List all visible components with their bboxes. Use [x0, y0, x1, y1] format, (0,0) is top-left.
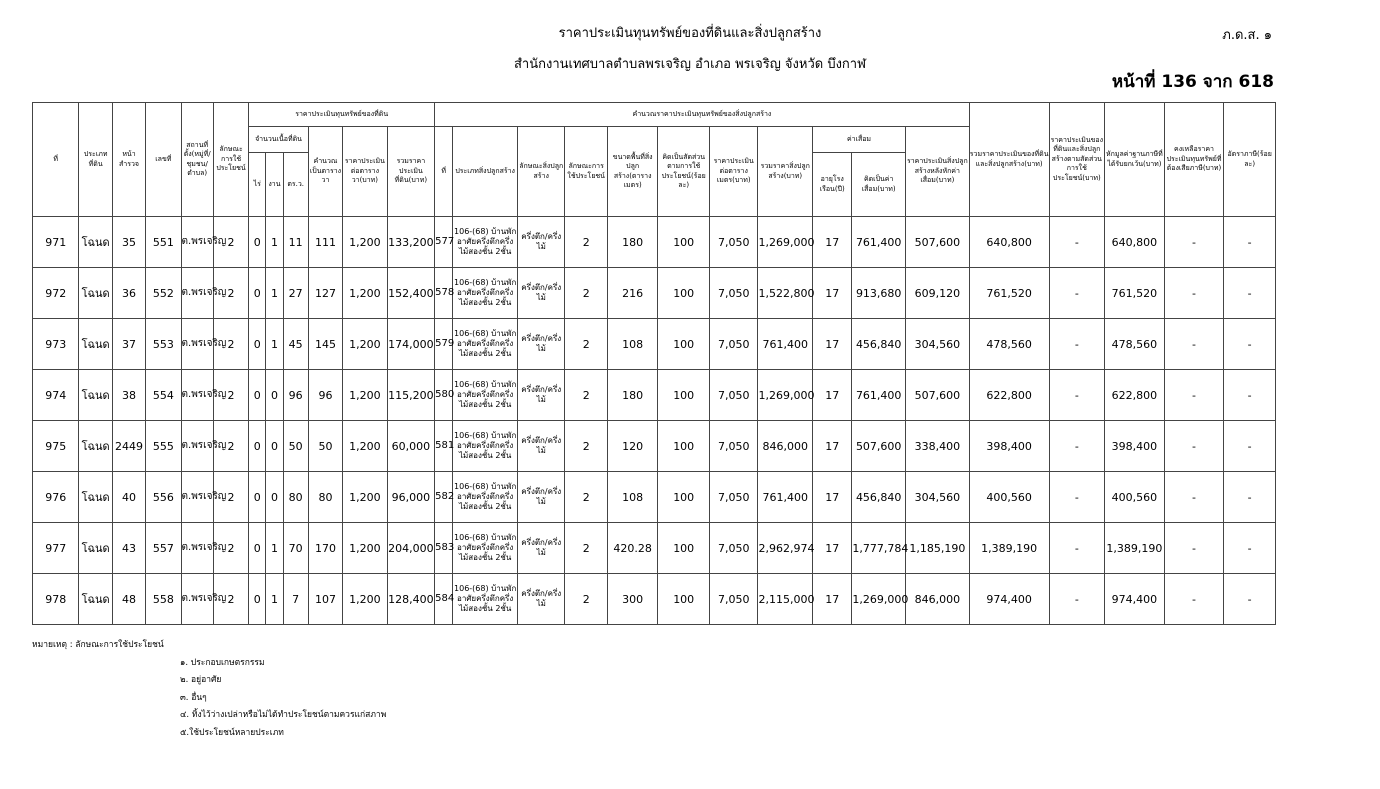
cell-tax-base: -	[1164, 370, 1224, 421]
cell-b-no: 577	[435, 217, 453, 268]
cell-b-area: 216	[607, 268, 658, 319]
cell-b-no: 580	[435, 370, 453, 421]
cell-doc-no: 557	[146, 523, 181, 574]
cell-tax-base: -	[1164, 319, 1224, 370]
cell-b-price-sqm: 7,050	[709, 319, 758, 370]
col-doc-no: เลขที่	[146, 103, 181, 217]
cell-sq-wa: 170	[308, 523, 342, 574]
cell-location: ต.พรเจริญ	[181, 421, 213, 472]
cell-doc-no: 556	[146, 472, 181, 523]
cell-rai: 0	[249, 319, 266, 370]
cell-no: 978	[33, 574, 79, 625]
cell-b-area: 180	[607, 217, 658, 268]
cell-b-no: 583	[435, 523, 453, 574]
cell-ngan: 1	[266, 574, 283, 625]
cell-b-area: 108	[607, 472, 658, 523]
cell-dep-value: 456,840	[852, 319, 906, 370]
cell-grand-total: 478,560	[969, 319, 1049, 370]
cell-price-per-wa: 1,200	[343, 319, 387, 370]
cell-deduction: 398,400	[1105, 421, 1165, 472]
cell-survey-page: 43	[112, 523, 145, 574]
cell-land-total: 128,400	[387, 574, 435, 625]
cell-survey-page: 35	[112, 217, 145, 268]
cell-no: 977	[33, 523, 79, 574]
col-land-total: รวมราคาประเมินที่ดิน(บาท)	[387, 127, 435, 217]
cell-doc-no: 552	[146, 268, 181, 319]
cell-dep-age: 17	[813, 268, 852, 319]
cell-b-net: 507,600	[905, 217, 969, 268]
col-b-style: ลักษณะสิ่งปลูกสร้าง	[517, 127, 564, 217]
cell-grand-total: 400,560	[969, 472, 1049, 523]
cell-land-type: โฉนด	[79, 523, 112, 574]
cell-wa: 96	[283, 370, 308, 421]
cell-rai: 0	[249, 268, 266, 319]
cell-land-total: 60,000	[387, 421, 435, 472]
cell-tax-base: -	[1164, 472, 1224, 523]
cell-survey-page: 37	[112, 319, 145, 370]
cell-sq-wa: 96	[308, 370, 342, 421]
cell-prop-value: -	[1049, 319, 1105, 370]
cell-wa: 11	[283, 217, 308, 268]
cell-b-net: 1,185,190	[905, 523, 969, 574]
cell-land-type: โฉนด	[79, 574, 112, 625]
cell-b-price-sqm: 7,050	[709, 268, 758, 319]
col-land-type: ประเภทที่ดิน	[79, 103, 112, 217]
cell-b-type: 106-(68) บ้านพักอาศัยครึ่งตึกครึ่งไม้สองชั้น 2ชั้น	[453, 217, 518, 268]
cell-prop-value: -	[1049, 268, 1105, 319]
cell-price-per-wa: 1,200	[343, 370, 387, 421]
cell-sq-wa: 127	[308, 268, 342, 319]
cell-b-net: 609,120	[905, 268, 969, 319]
cell-deduction: 974,400	[1105, 574, 1165, 625]
cell-b-use: 2	[565, 523, 607, 574]
cell-location: ต.พรเจริญ	[181, 472, 213, 523]
cell-ngan: 1	[266, 217, 283, 268]
col-b-area: ขนาดพื้นที่สิ่งปลูกสร้าง(ตารางเมตร)	[607, 127, 658, 217]
cell-b-area: 420.28	[607, 523, 658, 574]
cell-grand-total: 761,520	[969, 268, 1049, 319]
cell-doc-no: 554	[146, 370, 181, 421]
cell-land-total: 96,000	[387, 472, 435, 523]
cell-tax-base: -	[1164, 574, 1224, 625]
cell-location: ต.พรเจริญ	[181, 523, 213, 574]
cell-dep-value: 507,600	[852, 421, 906, 472]
cell-prop-value: -	[1049, 574, 1105, 625]
cell-ngan: 1	[266, 319, 283, 370]
cell-land-use: 2	[213, 421, 248, 472]
cell-location: ต.พรเจริญ	[181, 370, 213, 421]
cell-survey-page: 40	[112, 472, 145, 523]
cell-land-type: โฉนด	[79, 472, 112, 523]
col-group-building: คำนวณราคาประเมินทุนทรัพย์ของสิ่งปลูกสร้าง	[435, 103, 970, 127]
cell-b-price-sqm: 7,050	[709, 217, 758, 268]
col-sq-wa: คำนวณเป็นตารางวา	[308, 127, 342, 217]
cell-land-total: 152,400	[387, 268, 435, 319]
document-subtitle: สำนักงานเทศบาลตำบลพรเจริญ อำเภอ พรเจริญ จังหวัด บึงกาฬ	[513, 57, 866, 72]
cell-tax-rate: -	[1224, 319, 1276, 370]
note-item-3: ๓. อื่นๆ	[180, 692, 207, 703]
cell-land-use: 2	[213, 472, 248, 523]
cell-sq-wa: 107	[308, 574, 342, 625]
col-b-net: ราคาประเมินสิ่งปลูกสร้างหลังหักค่าเสื่อม(บาท)	[905, 127, 969, 217]
col-b-use: ลักษณะการใช้ประโยชน์	[565, 127, 607, 217]
col-b-no: ที่	[435, 127, 453, 217]
cell-land-total: 204,000	[387, 523, 435, 574]
cell-b-type: 106-(68) บ้านพักอาศัยครึ่งตึกครึ่งไม้สองชั้น 2ชั้น	[453, 472, 518, 523]
cell-ngan: 0	[266, 472, 283, 523]
cell-price-per-wa: 1,200	[343, 523, 387, 574]
cell-b-type: 106-(68) บ้านพักอาศัยครึ่งตึกครึ่งไม้สองชั้น 2ชั้น	[453, 421, 518, 472]
cell-tax-rate: -	[1224, 523, 1276, 574]
cell-b-percent: 100	[658, 574, 710, 625]
cell-dep-age: 17	[813, 472, 852, 523]
cell-b-no: 581	[435, 421, 453, 472]
cell-b-style: ครึ่งตึก/ครึ่งไม้	[517, 421, 564, 472]
cell-sq-wa: 80	[308, 472, 342, 523]
cell-tax-rate: -	[1224, 370, 1276, 421]
cell-location: ต.พรเจริญ	[181, 574, 213, 625]
cell-b-use: 2	[565, 370, 607, 421]
notes	[32, 637, 386, 742]
cell-doc-no: 558	[146, 574, 181, 625]
cell-b-net: 846,000	[905, 574, 969, 625]
table-row	[33, 370, 1276, 421]
cell-b-type: 106-(68) บ้านพักอาศัยครึ่งตึกครึ่งไม้สองชั้น 2ชั้น	[453, 523, 518, 574]
cell-wa: 50	[283, 421, 308, 472]
cell-dep-age: 17	[813, 217, 852, 268]
cell-b-no: 578	[435, 268, 453, 319]
cell-b-percent: 100	[658, 370, 710, 421]
cell-b-price-sqm: 7,050	[709, 472, 758, 523]
cell-b-style: ครึ่งตึก/ครึ่งไม้	[517, 574, 564, 625]
col-group-area: จำนวนเนื้อที่ดิน	[249, 127, 309, 153]
cell-wa: 27	[283, 268, 308, 319]
cell-tax-rate: -	[1224, 268, 1276, 319]
cell-b-style: ครึ่งตึก/ครึ่งไม้	[517, 370, 564, 421]
cell-b-area: 108	[607, 319, 658, 370]
cell-rai: 0	[249, 472, 266, 523]
col-group-land: ราคาประเมินทุนทรัพย์ของที่ดิน	[249, 103, 435, 127]
cell-rai: 0	[249, 217, 266, 268]
cell-land-use: 2	[213, 268, 248, 319]
col-price-per-wa: ราคาประเมินต่อตารางวา(บาท)	[343, 127, 387, 217]
cell-dep-age: 17	[813, 523, 852, 574]
cell-tax-base: -	[1164, 268, 1224, 319]
cell-rai: 0	[249, 523, 266, 574]
cell-land-type: โฉนด	[79, 217, 112, 268]
cell-price-per-wa: 1,200	[343, 421, 387, 472]
notes-label: หมายเหตุ : ลักษณะการใช้ประโยชน์	[32, 640, 164, 650]
cell-dep-value: 761,400	[852, 370, 906, 421]
table-row	[33, 421, 1276, 472]
cell-no: 976	[33, 472, 79, 523]
col-b-type: ประเภทสิ่งปลูกสร้าง	[453, 127, 518, 217]
cell-grand-total: 974,400	[969, 574, 1049, 625]
cell-doc-no: 555	[146, 421, 181, 472]
col-dep-value: คิดเป็นค่าเสื่อม(บาท)	[852, 153, 906, 217]
cell-b-style: ครึ่งตึก/ครึ่งไม้	[517, 268, 564, 319]
cell-b-use: 2	[565, 421, 607, 472]
col-b-percent: คิดเป็นสัดส่วนตามการใช้ประโยชน์(ร้อยละ)	[658, 127, 710, 217]
cell-tax-base: -	[1164, 421, 1224, 472]
cell-price-per-wa: 1,200	[343, 472, 387, 523]
cell-ngan: 0	[266, 370, 283, 421]
cell-b-type: 106-(68) บ้านพักอาศัยครึ่งตึกครึ่งไม้สองชั้น 2ชั้น	[453, 370, 518, 421]
cell-sq-wa: 111	[308, 217, 342, 268]
cell-b-net: 507,600	[905, 370, 969, 421]
cell-ngan: 1	[266, 268, 283, 319]
cell-land-type: โฉนด	[79, 268, 112, 319]
cell-land-total: 133,200	[387, 217, 435, 268]
cell-doc-no: 551	[146, 217, 181, 268]
col-survey-page: หน้าสำรวจ	[112, 103, 145, 217]
col-wa: ตร.ว.	[283, 153, 308, 217]
cell-grand-total: 398,400	[969, 421, 1049, 472]
cell-no: 973	[33, 319, 79, 370]
cell-land-use: 2	[213, 574, 248, 625]
cell-b-percent: 100	[658, 472, 710, 523]
cell-b-total: 1,269,000	[758, 370, 813, 421]
col-location: สถานที่ตั้ง(หมู่ที่/ชุมชน/ตำบล)	[181, 103, 213, 217]
cell-rai: 0	[249, 574, 266, 625]
col-land-use: ลักษณะการใช้ประโยชน์	[213, 103, 248, 217]
cell-b-price-sqm: 7,050	[709, 421, 758, 472]
cell-tax-base: -	[1164, 217, 1224, 268]
cell-b-no: 582	[435, 472, 453, 523]
cell-tax-rate: -	[1224, 574, 1276, 625]
cell-b-total: 761,400	[758, 472, 813, 523]
cell-ngan: 1	[266, 523, 283, 574]
cell-b-percent: 100	[658, 421, 710, 472]
cell-b-total: 846,000	[758, 421, 813, 472]
cell-b-style: ครึ่งตึก/ครึ่งไม้	[517, 319, 564, 370]
cell-grand-total: 1,389,190	[969, 523, 1049, 574]
col-dep-age: อายุโรงเรือน(ปี)	[813, 153, 852, 217]
cell-b-style: ครึ่งตึก/ครึ่งไม้	[517, 472, 564, 523]
cell-land-use: 2	[213, 370, 248, 421]
cell-deduction: 1,389,190	[1105, 523, 1165, 574]
cell-price-per-wa: 1,200	[343, 574, 387, 625]
col-b-price-sqm: ราคาประเมินต่อตารางเมตร(บาท)	[709, 127, 758, 217]
cell-b-type: 106-(68) บ้านพักอาศัยครึ่งตึกครึ่งไม้สองชั้น 2ชั้น	[453, 319, 518, 370]
cell-b-percent: 100	[658, 268, 710, 319]
cell-wa: 45	[283, 319, 308, 370]
cell-b-price-sqm: 7,050	[709, 523, 758, 574]
cell-prop-value: -	[1049, 370, 1105, 421]
table-row	[33, 268, 1276, 319]
cell-b-use: 2	[565, 574, 607, 625]
cell-rai: 0	[249, 370, 266, 421]
col-no: ที่	[33, 103, 79, 217]
col-group-depreciation: ค่าเสื่อม	[813, 127, 906, 153]
cell-dep-value: 1,269,000	[852, 574, 906, 625]
table-row	[33, 319, 1276, 370]
table-row	[33, 217, 1276, 268]
cell-wa: 80	[283, 472, 308, 523]
cell-b-total: 1,522,800	[758, 268, 813, 319]
cell-b-style: ครึ่งตึก/ครึ่งไม้	[517, 523, 564, 574]
col-grand-total: รวมราคาประเมินของที่ดินและสิ่งปลูกสร้าง(บาท)	[969, 103, 1049, 217]
cell-prop-value: -	[1049, 217, 1105, 268]
cell-land-use: 2	[213, 319, 248, 370]
cell-dep-age: 17	[813, 421, 852, 472]
cell-prop-value: -	[1049, 523, 1105, 574]
cell-no: 971	[33, 217, 79, 268]
cell-dep-value: 1,777,784	[852, 523, 906, 574]
cell-tax-base: -	[1164, 523, 1224, 574]
cell-b-area: 300	[607, 574, 658, 625]
col-b-total: รวมราคาสิ่งปลูกสร้าง(บาท)	[758, 127, 813, 217]
cell-b-percent: 100	[658, 217, 710, 268]
cell-b-no: 584	[435, 574, 453, 625]
cell-b-net: 338,400	[905, 421, 969, 472]
cell-b-type: 106-(68) บ้านพักอาศัยครึ่งตึกครึ่งไม้สองชั้น 2ชั้น	[453, 268, 518, 319]
cell-b-total: 2,962,974	[758, 523, 813, 574]
cell-land-type: โฉนด	[79, 319, 112, 370]
cell-b-net: 304,560	[905, 319, 969, 370]
note-item-4: ๔. ทิ้งไว้ว่างเปล่าหรือไม่ได้ทำประโยชน์ตามควรแก่สภาพ	[180, 710, 387, 720]
cell-survey-page: 2449	[112, 421, 145, 472]
note-item-5: ๕.ใช้ประโยชน์หลายประเภท	[180, 727, 284, 738]
table-row	[33, 574, 1276, 625]
cell-b-no: 579	[435, 319, 453, 370]
cell-location: ต.พรเจริญ	[181, 268, 213, 319]
cell-dep-value: 456,840	[852, 472, 906, 523]
cell-dep-value: 761,400	[852, 217, 906, 268]
cell-land-type: โฉนด	[79, 370, 112, 421]
assessment-table	[32, 102, 1276, 625]
cell-b-use: 2	[565, 268, 607, 319]
cell-b-type: 106-(68) บ้านพักอาศัยครึ่งตึกครึ่งไม้สองชั้น 2ชั้น	[453, 574, 518, 625]
cell-tax-rate: -	[1224, 472, 1276, 523]
cell-no: 972	[33, 268, 79, 319]
cell-land-type: โฉนด	[79, 421, 112, 472]
cell-b-style: ครึ่งตึก/ครึ่งไม้	[517, 217, 564, 268]
cell-dep-age: 17	[813, 370, 852, 421]
cell-dep-age: 17	[813, 574, 852, 625]
cell-grand-total: 640,800	[969, 217, 1049, 268]
cell-sq-wa: 50	[308, 421, 342, 472]
cell-wa: 70	[283, 523, 308, 574]
cell-land-use: 2	[213, 217, 248, 268]
cell-b-use: 2	[565, 319, 607, 370]
cell-sq-wa: 145	[308, 319, 342, 370]
cell-b-use: 2	[565, 472, 607, 523]
cell-b-net: 304,560	[905, 472, 969, 523]
note-item-2: ๒. อยู่อาศัย	[180, 675, 222, 685]
cell-b-total: 2,115,000	[758, 574, 813, 625]
cell-doc-no: 553	[146, 319, 181, 370]
table-row	[33, 472, 1276, 523]
cell-b-total: 1,269,000	[758, 217, 813, 268]
cell-deduction: 622,800	[1105, 370, 1165, 421]
cell-location: ต.พรเจริญ	[181, 217, 213, 268]
col-rai: ไร่	[249, 153, 266, 217]
table-row	[33, 523, 1276, 574]
cell-deduction: 640,800	[1105, 217, 1165, 268]
cell-rai: 0	[249, 421, 266, 472]
cell-b-area: 180	[607, 370, 658, 421]
cell-land-total: 115,200	[387, 370, 435, 421]
col-deduction: หักมูลค่าฐานภาษีที่ได้รับยกเว้น(บาท)	[1105, 103, 1165, 217]
cell-b-area: 120	[607, 421, 658, 472]
cell-survey-page: 36	[112, 268, 145, 319]
cell-deduction: 761,520	[1105, 268, 1165, 319]
cell-land-use: 2	[213, 523, 248, 574]
cell-dep-age: 17	[813, 319, 852, 370]
page-number: หน้าที่ 136 จาก 618	[1111, 72, 1274, 92]
cell-b-price-sqm: 7,050	[709, 574, 758, 625]
cell-tax-rate: -	[1224, 217, 1276, 268]
cell-b-percent: 100	[658, 523, 710, 574]
cell-land-total: 174,000	[387, 319, 435, 370]
document-title: ราคาประเมินทุนทรัพย์ของที่ดินและสิ่งปลูกสร้าง	[558, 26, 822, 41]
cell-price-per-wa: 1,200	[343, 268, 387, 319]
col-tax-rate: อัตราภาษี(ร้อยละ)	[1224, 103, 1276, 217]
cell-wa: 7	[283, 574, 308, 625]
cell-b-price-sqm: 7,050	[709, 370, 758, 421]
cell-grand-total: 622,800	[969, 370, 1049, 421]
cell-tax-rate: -	[1224, 421, 1276, 472]
cell-no: 975	[33, 421, 79, 472]
cell-prop-value: -	[1049, 472, 1105, 523]
cell-b-total: 761,400	[758, 319, 813, 370]
cell-deduction: 400,560	[1105, 472, 1165, 523]
cell-location: ต.พรเจริญ	[181, 319, 213, 370]
cell-prop-value: -	[1049, 421, 1105, 472]
note-item-1: ๑. ประกอบเกษตรกรรม	[180, 657, 265, 668]
col-ngan: งาน	[266, 153, 283, 217]
col-prop-value: ราคาประเมินของที่ดินและสิ่งปลูกสร้างตามสัดส่วนการใช้ประโยชน์(บาท)	[1049, 103, 1105, 217]
cell-no: 974	[33, 370, 79, 421]
cell-b-percent: 100	[658, 319, 710, 370]
col-tax-base: คงเหลือราคาประเมินทุนทรัพย์ที่ต้องเสียภาษี(บาท)	[1164, 103, 1224, 217]
cell-survey-page: 48	[112, 574, 145, 625]
cell-survey-page: 38	[112, 370, 145, 421]
cell-price-per-wa: 1,200	[343, 217, 387, 268]
cell-deduction: 478,560	[1105, 319, 1165, 370]
form-code: ภ.ด.ส. ๑	[1222, 28, 1272, 43]
cell-ngan: 0	[266, 421, 283, 472]
cell-dep-value: 913,680	[852, 268, 906, 319]
cell-b-use: 2	[565, 217, 607, 268]
